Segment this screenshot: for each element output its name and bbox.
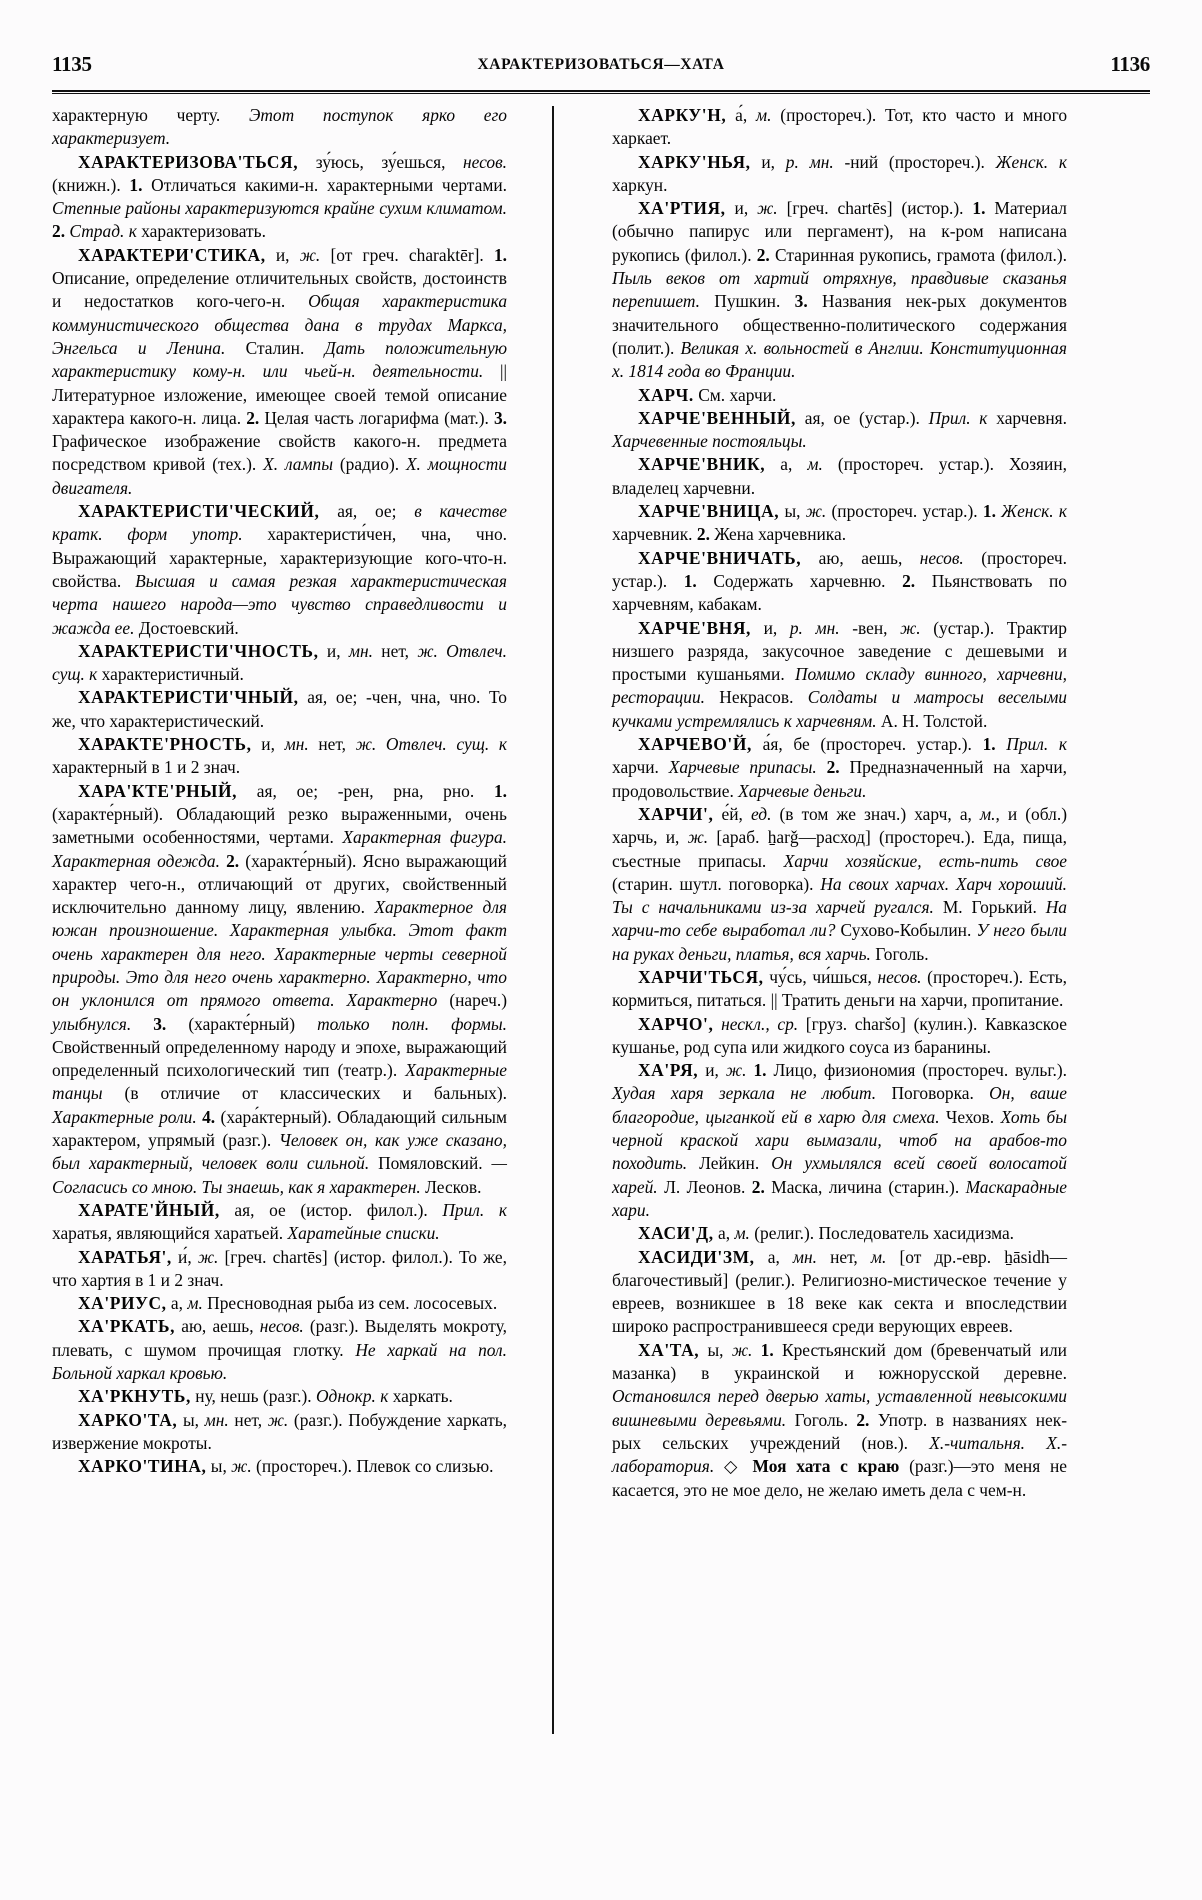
entry-definition: чу́сь, чи́шься, несов. (простореч.). Есть, кормиться, питаться. || Тратить деньги на харчи, пропитание.	[612, 966, 1067, 1011]
entry-definition: ы, ж. (простореч. устар.). 1. Женск. к харчевник. 2. Жена харчевника.	[612, 501, 1067, 545]
entry-headword: ХА'РИУС,	[78, 1293, 167, 1314]
entry-definition: аю, аешь, несов. (разг.). Выделять мокроту, плевать, с шумом прочищая глотку. Не харкай на пол. Больной харкал кровью.	[52, 1316, 507, 1384]
entry-definition: ая, ое; -чен, чна, чно. То же, что характеристический.	[52, 687, 507, 731]
dictionary-entry	[52, 733, 507, 780]
entry-definition: е́й, ед. (в том же знач.) харч, а, м., и (обл.) харчь, и, ж. [араб. ẖarǧ—расход] (простореч.). Еда, пища, съестные припасы. Харчи хозяйские, есть-пить свое (старин. шутл. поговорка). На своих харчах. Харч хороший. Ты с начальниками из-за харчей ругался. М. Горький. На харчи-то себе выработал ли? Сухово-Кобылин. У него были на руках деньги, платья, вся харчь. Гоголь.	[612, 803, 1067, 964]
dictionary-entry	[52, 1292, 507, 1315]
dictionary-entry	[52, 640, 507, 687]
entry-definition: и, ж. [от греч. charaktēr]. 1. Описание, определение отличительных свойств, достоинств и недостатков кого-чего-н. Общая характеристика коммунистического общества дана в трудах Маркса, Энгельса и Ленина. Сталин. Дать положительную характеристику кому-н. или чьей-н. деятельности. || Литературное изложение, имеющее своей темой описание характера какого-н. лица. 2. Целая часть логарифма (мат.). 3. Графическое изображение свойств какого-н. предмета посредством кривой (тех.). Х. лампы (радио). Х. мощности двигателя.	[52, 244, 508, 498]
dictionary-entry	[612, 384, 1067, 407]
entry-headword: ХАСИДИ'ЗМ,	[638, 1246, 755, 1267]
dictionary-entry	[612, 1339, 1067, 1502]
entry-definition: а, мн. нет, м. [от др.-евр. ẖāsidh—благочестивый] (религ.). Религиозно-мистическое течение у евреев, возникшее в 18 веке как секта и впоследствии широко распространившееся среди верующих евреев.	[612, 1246, 1067, 1337]
entry-headword: ХАСИ'Д,	[638, 1223, 714, 1244]
entry-definition: а, м. (религ.). Последователь хасидизма.	[713, 1223, 1015, 1244]
entry-headword: ХАРЧЕ'ВНИЧАТЬ,	[638, 547, 802, 568]
dictionary-entry	[52, 151, 507, 244]
entry-definition: а, м. (простореч. устар.). Хозяин, владелец харчевни.	[612, 454, 1067, 498]
dictionary-entry	[52, 1455, 507, 1478]
entry-headword: ХАРАКТЕРИСТИ'ЧЕСКИЙ,	[78, 501, 320, 522]
entry-definition: и, мн. нет, ж. Отвлеч. сущ. к характерный в 1 и 2 знач.	[52, 734, 507, 778]
entry-headword: ХАРАКТЕРИСТИ'ЧНЫЙ,	[78, 687, 299, 708]
dictionary-entry	[612, 1013, 1067, 1060]
entry-headword: ХАРЧЕ'ВНИЦА,	[638, 501, 780, 522]
entry-definition: и, мн. нет, ж. Отвлеч. сущ. к характеристичный.	[52, 640, 507, 685]
entry-definition: и, ж. 1. Лицо, физиономия (простореч. вульг.). Худая харя зеркала не любит. Поговорка. Он, ваше благородие, цыганкой ей в харю для смеха. Чехов. Хоть бы черной краской хари вымазали, чтоб на арабов-то походить. Лейкин. Он ухмылялся всей своей волосатой харей. Л. Леонов. 2. Маска, личина (старин.). Маскарадные хари.	[612, 1060, 1067, 1220]
entry-definition: ы, ж. (простореч.). Плевок со слизью.	[206, 1456, 494, 1477]
entry-headword: ХАРАТЬЯ',	[78, 1246, 172, 1267]
entry-definition: ая, ое; -рен, рна, рно. 1. (характе́рный). Обладающий резко выраженными, очень заметными особенностями, чертами. Характерная фигура. Характерная одежда. 2. (характе́рный). Ясно выражающий характер чего-н., отличающий от других, свойственный исключительно данному лицу, явлению. Характерное для южан произношение. Характерная улыбка. Этот факт очень характерен для него. Характерные черты северной природы. Это для него очень характерно. Характерно, что он уклонился от прямого ответа. Характерно (нареч.) улыбнулся. 3. (характе́рный) только полн. формы. Свойственный определенному народу и эпохе, выражающий определенный психологический тип (театр.). Характерные танцы (в отличие от классических и бальных). Характерные роли. 4. (хара́ктерный). Обладающий сильным характером, упрямый (разг.). Человек он, как уже сказано, был характерный, человек воли сильной. Помяловский. —Согласись со мною. Ты знаешь, как я характерен. Лесков.	[52, 780, 508, 1197]
running-head-title: ХАРАКТЕРИЗОВАТЬСЯ—ХАТА	[477, 56, 725, 73]
entry-list-right	[612, 104, 1067, 1502]
dictionary-entry	[612, 151, 1067, 198]
dictionary-entry	[612, 547, 1067, 617]
entry-headword: ХАРЧ.	[638, 384, 694, 405]
column-left	[52, 104, 507, 1784]
entry-definition: ну, нешь (разг.). Однокр. к харкать.	[190, 1386, 453, 1407]
folio-right: 1136	[1110, 52, 1150, 76]
entry-headword: ХАРЧО',	[638, 1013, 714, 1034]
entry-definition: ая, ое; в качестве кратк. форм употр. характеристи́чен, чна, чно. Выражающий характерные, характеризующие кого-что-н. свойства. Высшая и самая резкая характеристическая черта нашего народа—это чувство справедливости и жажда ее. Достоевский.	[52, 501, 507, 638]
entry-headword: ХАРЧЕВО'Й,	[638, 734, 752, 755]
entry-headword: ХА'РКНУТЬ,	[78, 1386, 191, 1407]
dictionary-entry	[52, 686, 507, 733]
entry-definition: и, р. мн. -ний (простореч.). Женск. к харкун.	[612, 151, 1067, 195]
entry-headword: ХАРЧЕ'ВНЯ,	[638, 617, 751, 638]
running-head	[52, 52, 1150, 86]
entry-headword: ХАРЧИ',	[638, 803, 714, 824]
dictionary-entry	[52, 1409, 507, 1456]
entry-headword: ХА'РТИЯ,	[638, 198, 726, 219]
entry-definition: а́, м. (простореч.). Тот, кто часто и много харкает.	[612, 105, 1068, 149]
dictionary-entry	[612, 1059, 1067, 1222]
entry-headword: ХАРЧЕ'ВНИК,	[638, 454, 766, 475]
entry-headword: ХАРА'КТЕ'РНЫЙ,	[78, 780, 238, 801]
dictionary-entry	[52, 500, 507, 640]
dictionary-entry	[612, 1246, 1067, 1339]
entry-headword: ХА'ТА,	[638, 1339, 700, 1360]
entry-definition: зу́юсь, зу́ешься, несов. (книжн.). 1. Отличаться какими-н. характерными чертами. Степные районы характеризуются крайне сухим климатом. 2. Страд. к характеризовать.	[52, 151, 507, 242]
dictionary-entry	[612, 803, 1067, 966]
dictionary-entry	[52, 1315, 507, 1385]
entry-definition: а, м. Пресноводная рыба из сем. лососевых.	[166, 1293, 498, 1314]
dictionary-entry	[612, 407, 1067, 454]
entry-headword: ХАРАКТЕРИСТИ'ЧНОСТЬ,	[78, 640, 319, 661]
dictionary-entry	[612, 453, 1067, 500]
entry-headword: ХАРЧЕ'ВЕННЫЙ,	[638, 407, 796, 428]
dictionary-entry	[612, 104, 1067, 151]
dictionary-entry	[52, 780, 507, 1199]
entry-definition: а́я, бе (простореч. устар.). 1. Прил. к харчи. Харчевые припасы. 2. Предназначенный на харчи, продовольствие. Харчевые деньги.	[612, 734, 1067, 801]
entry-headword: ХАРАТЕ'ЙНЫЙ,	[78, 1199, 220, 1220]
text-body	[52, 104, 1150, 1784]
entry-headword: ХАРКУ'Н,	[638, 105, 727, 125]
entry-definition: ая, ое (устар.). Прил. к харчевня. Харчевенные постояльцы.	[612, 407, 1067, 452]
entry-headword: ХА'РКАТЬ,	[78, 1316, 176, 1337]
entry-definition: и́, ж. [греч. chartēs] (истор. филол.). То же, что хартия в 1 и 2 знач.	[52, 1246, 507, 1290]
entry-definition: ы, ж. 1. Крестьянский дом (бревенчатый или мазанка) в украинской и южнорусской деревне. Остановился перед дверью хаты, уставленной невысокими вишневыми деревьями. Гоголь. 2. Употр. в названиях нек-рых сельских учреждений (нов.). Х.-читальня. Х.-лаборатория. ◇ Моя хата с краю (разг.)—это меня не касается, это не мое дело, не желаю иметь дела с чем-н.	[612, 1339, 1068, 1500]
column-divider	[552, 106, 554, 1734]
dictionary-entry	[612, 617, 1067, 733]
dictionary-entry	[52, 1246, 507, 1293]
dictionary-entry	[612, 197, 1067, 383]
entry-definition: и, ж. [греч. chartēs] (истор.). 1. Материал (обычно папирус или пергамент), на к-ром написана рукопись (филол.). 2. Старинная рукопись, грамота (филол.). Пыль веков от хартий отряхнув, правдивые сказанья перепишет. Пушкин. 3. Названия нек-рых документов значительного общественно-политического содержания (полит.). Великая х. вольностей в Англии. Конституционная х. 1814 года во Франции.	[612, 198, 1067, 382]
dictionary-entry	[612, 966, 1067, 1013]
entry-definition: нескл., ср. [груз. charšo] (кулин.). Кавказское кушанье, род супа или жидкого соуса из баранины.	[612, 1013, 1067, 1057]
entry-headword: ХАРЧИ'ТЬСЯ,	[638, 966, 764, 987]
entry-headword: ХА'РЯ,	[638, 1060, 699, 1081]
column-right	[612, 104, 1067, 1784]
entry-definition: ы, мн. нет, ж. (разг.). Побуждение харкать, извержение мокроты.	[52, 1409, 507, 1453]
entry-headword: ХАРАКТЕРИЗОВА'ТЬСЯ,	[78, 151, 299, 172]
entry-headword: ХАРКУ'НЬЯ,	[638, 151, 751, 172]
dictionary-entry	[52, 244, 507, 500]
entry-definition: и, р. мн. -вен, ж. (устар.). Трактир низшего разряда, закусочное заведение с дешевыми и простыми кушаньями. Помимо складу винного, харчевни, ресторации. Некрасов. Солдаты и матросы веселыми кучками устремлялись к харчевням. А. Н. Толстой.	[612, 617, 1068, 731]
dictionary-entry	[52, 1199, 507, 1246]
dictionary-entry	[612, 500, 1067, 547]
dictionary-entry	[612, 1222, 1067, 1245]
dictionary-entry	[612, 733, 1067, 803]
entry-definition: См. харчи.	[693, 384, 777, 405]
dictionary-entry	[52, 1385, 507, 1408]
entry-headword: ХАРАКТЕ'РНОСТЬ,	[78, 734, 252, 755]
entry-definition: ая, ое (истор. филол.). Прил. к харатья, являющийся харатьей. Харатейные списки.	[52, 1199, 507, 1244]
header-rule	[52, 90, 1150, 95]
entry-headword: ХАРКО'ТИНА,	[78, 1456, 207, 1477]
folio-left: 1135	[52, 52, 92, 76]
entry-list-left	[52, 151, 507, 1479]
entry-headword: ХАРАКТЕРИ'СТИКА,	[78, 244, 266, 265]
entry-definition: аю, аешь, несов. (простореч. устар.). 1. Содержать харчевню. 2. Пьянствовать по харчевням, кабакам.	[612, 547, 1067, 615]
entry-headword: ХАРКО'ТА,	[78, 1409, 178, 1430]
continuation-paragraph: характерную черту. Этот поступок ярко его характеризует.	[52, 105, 508, 149]
